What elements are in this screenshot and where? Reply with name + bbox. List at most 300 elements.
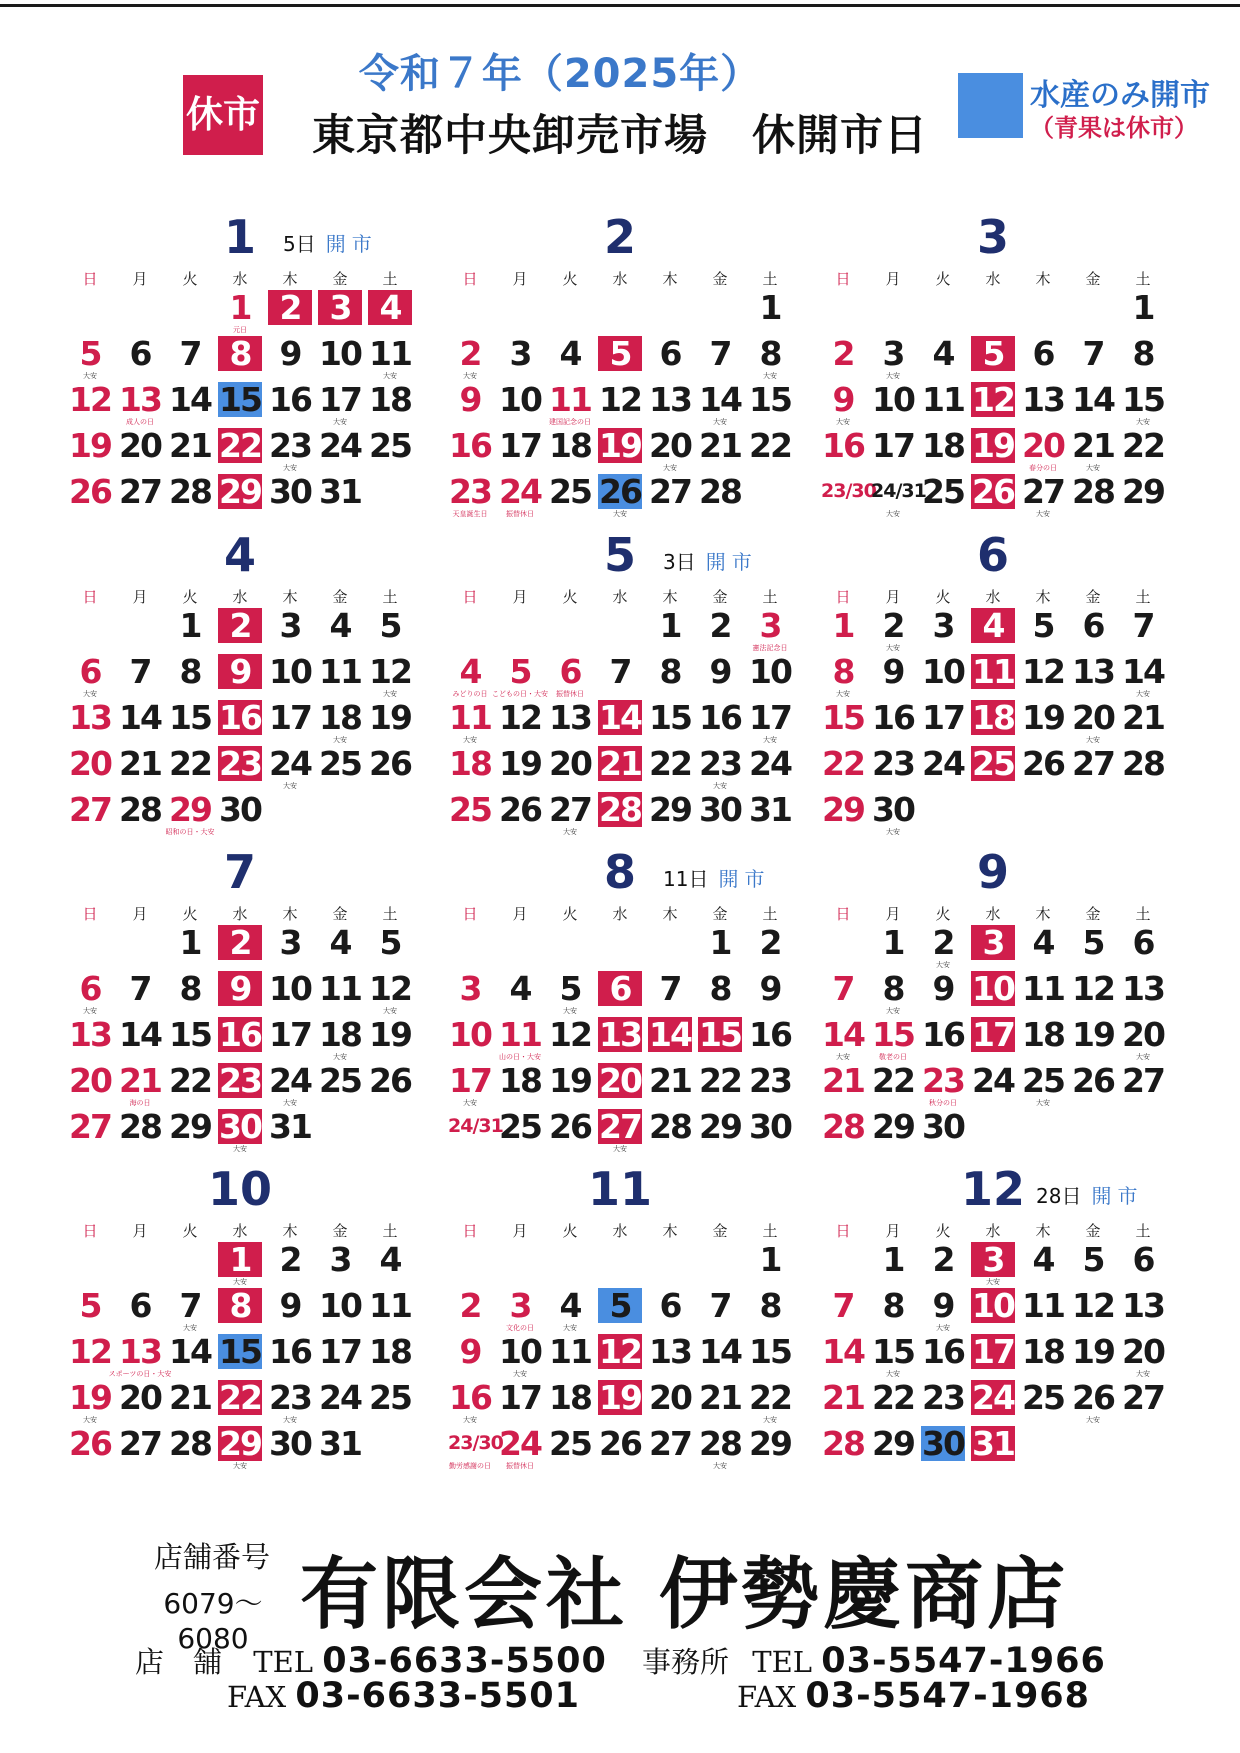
day-number: 15 bbox=[872, 1332, 914, 1371]
day-number: 3 bbox=[759, 606, 781, 645]
day-cell bbox=[365, 969, 415, 1015]
day-number: 13 bbox=[1122, 969, 1164, 1008]
day-cell bbox=[968, 334, 1018, 380]
day-number: 23 bbox=[269, 1378, 311, 1417]
day-number: 2 bbox=[882, 606, 904, 645]
day-annotation: 大安 bbox=[83, 690, 97, 698]
day-cell bbox=[315, 472, 365, 518]
day-cell bbox=[165, 472, 215, 518]
day-cell bbox=[65, 698, 115, 744]
day-annotation: 大安 bbox=[563, 1324, 577, 1332]
company-name: 有限会社 伊勢慶商店 bbox=[300, 1549, 1070, 1640]
day-number: 3 bbox=[932, 606, 954, 645]
day-number: 20 bbox=[119, 1378, 161, 1417]
day-number: 10 bbox=[269, 652, 311, 691]
day-number: 7 bbox=[709, 334, 731, 373]
day-number: 3 bbox=[459, 969, 481, 1008]
weekday-header: 日 bbox=[462, 905, 478, 923]
day-number: 26 bbox=[599, 1424, 641, 1463]
day-cell bbox=[365, 606, 415, 652]
day-cell bbox=[265, 1240, 315, 1286]
day-annotation: 大安 bbox=[183, 1324, 197, 1332]
day-annotation: 大安 bbox=[936, 1324, 950, 1332]
office-fax-row bbox=[737, 1676, 1090, 1716]
day-number: 2 bbox=[459, 334, 481, 373]
day-number: 9 bbox=[279, 334, 301, 373]
day-cell bbox=[745, 923, 795, 969]
weekday-header: 土 bbox=[1135, 270, 1151, 288]
day-cell bbox=[695, 1332, 745, 1378]
day-number: 27 bbox=[649, 1424, 691, 1463]
month-11 bbox=[445, 1162, 795, 1482]
day-number: 1 bbox=[832, 606, 854, 645]
weekday-header: 水 bbox=[985, 905, 1001, 923]
day-cell bbox=[1018, 606, 1068, 652]
day-number: 21 bbox=[1122, 698, 1164, 737]
day-cell bbox=[595, 1107, 645, 1153]
day-cell bbox=[968, 1378, 1018, 1424]
weekday-header: 月 bbox=[132, 1222, 148, 1240]
weekday-header: 金 bbox=[332, 270, 348, 288]
day-cell bbox=[695, 652, 745, 698]
month-3 bbox=[818, 210, 1168, 530]
day-cell bbox=[165, 606, 215, 652]
day-cell bbox=[868, 744, 918, 790]
day-annotation: 大安 bbox=[513, 1370, 527, 1378]
day-number: 14 bbox=[599, 698, 641, 737]
day-cell bbox=[868, 380, 918, 426]
day-number: 9 bbox=[459, 1332, 481, 1371]
day-cell bbox=[595, 1424, 645, 1470]
month-number: 10 bbox=[207, 1162, 272, 1216]
day-number: 22 bbox=[822, 744, 864, 783]
day-cell bbox=[868, 790, 918, 836]
day-cell bbox=[365, 652, 415, 698]
weekday-header: 木 bbox=[282, 1222, 298, 1240]
day-cell bbox=[65, 1015, 115, 1061]
day-annotation: 大安 bbox=[1086, 1416, 1100, 1424]
weekday-header: 月 bbox=[132, 588, 148, 606]
day-cell bbox=[65, 652, 115, 698]
day-cell bbox=[868, 1015, 918, 1061]
open-day-label: 開市 bbox=[718, 867, 771, 891]
weekday-header: 火 bbox=[562, 270, 578, 288]
day-number: 4 bbox=[329, 923, 351, 962]
open-day-date: 3日 bbox=[663, 550, 696, 574]
day-cell bbox=[868, 969, 918, 1015]
day-number: 1 bbox=[179, 923, 201, 962]
day-number: 2 bbox=[268, 290, 312, 325]
day-number: 15 bbox=[219, 1332, 261, 1371]
day-cell bbox=[215, 1015, 265, 1061]
day-cell bbox=[265, 472, 315, 518]
day-annotation: みどりの日 bbox=[452, 690, 488, 698]
weekday-header: 木 bbox=[1035, 905, 1051, 923]
day-annotation: 大安 bbox=[763, 372, 777, 380]
day-cell bbox=[918, 698, 968, 744]
day-cell bbox=[695, 380, 745, 426]
day-cell bbox=[65, 1107, 115, 1153]
day-cell bbox=[445, 969, 495, 1015]
day-cell bbox=[868, 1378, 918, 1424]
day-number: 10 bbox=[499, 1332, 541, 1371]
day-cell bbox=[968, 606, 1018, 652]
day-number: 20 bbox=[599, 1061, 641, 1100]
day-annotation: 大安 bbox=[333, 736, 347, 744]
day-cell bbox=[495, 472, 545, 518]
day-number: 29 bbox=[699, 1107, 741, 1146]
day-cell bbox=[818, 426, 868, 472]
weekday-header: 水 bbox=[612, 1222, 628, 1240]
day-number: 10 bbox=[972, 969, 1014, 1008]
weekday-header: 月 bbox=[512, 1222, 528, 1240]
day-number: 15 bbox=[169, 698, 211, 737]
day-number: 18 bbox=[319, 698, 361, 737]
day-cell bbox=[918, 334, 968, 380]
day-number: 21 bbox=[649, 1061, 691, 1100]
day-cell bbox=[1118, 380, 1168, 426]
day-cell bbox=[818, 1424, 868, 1470]
day-cell bbox=[315, 1286, 365, 1332]
day-cell bbox=[115, 472, 165, 518]
day-cell bbox=[595, 1015, 645, 1061]
day-annotation: 大安 bbox=[763, 1416, 777, 1424]
day-number: 6 bbox=[1032, 334, 1054, 373]
day-cell bbox=[1118, 1332, 1168, 1378]
day-number: 16 bbox=[449, 426, 491, 465]
day-cell bbox=[645, 472, 695, 518]
day-cell bbox=[745, 1424, 795, 1470]
day-annotation: 大安 bbox=[886, 372, 900, 380]
day-cell bbox=[115, 652, 165, 698]
weekday-header: 木 bbox=[1035, 588, 1051, 606]
day-cell bbox=[645, 1286, 695, 1332]
shop-number: 6079〜6080 bbox=[163, 1587, 263, 1655]
day-number: 12 bbox=[1022, 652, 1064, 691]
day-cell bbox=[595, 472, 645, 518]
day-number: 5 bbox=[79, 1286, 101, 1325]
day-annotation: 大安 bbox=[1086, 464, 1100, 472]
day-cell bbox=[745, 1286, 795, 1332]
weekday-header: 金 bbox=[712, 270, 728, 288]
month-number: 7 bbox=[223, 845, 256, 899]
day-annotation: 秋分の日 bbox=[929, 1099, 957, 1107]
day-number: 4 bbox=[459, 652, 481, 691]
day-number: 11 bbox=[1022, 1286, 1064, 1325]
day-cell bbox=[868, 652, 918, 698]
day-number: 12 bbox=[369, 652, 411, 691]
day-number: 10 bbox=[499, 380, 541, 419]
day-number: 1 bbox=[882, 1240, 904, 1279]
day-cell bbox=[215, 1107, 265, 1153]
day-cell bbox=[745, 969, 795, 1015]
weekday-header: 土 bbox=[1135, 1222, 1151, 1240]
day-number: 25 bbox=[369, 426, 411, 465]
day-annotation: 大安 bbox=[836, 1053, 850, 1061]
day-number: 16 bbox=[219, 1015, 261, 1054]
day-number: 5 bbox=[1082, 923, 1104, 962]
day-number: 6 bbox=[1132, 923, 1154, 962]
day-cell bbox=[645, 969, 695, 1015]
day-cell bbox=[1118, 698, 1168, 744]
day-cell bbox=[868, 1424, 918, 1470]
day-annotation: 大安 bbox=[936, 961, 950, 969]
weekday-header: 火 bbox=[182, 270, 198, 288]
day-cell bbox=[365, 334, 415, 380]
day-cell bbox=[745, 426, 795, 472]
day-cell bbox=[918, 969, 968, 1015]
day-cell bbox=[445, 744, 495, 790]
day-number: 7 bbox=[609, 652, 631, 691]
day-number: 5 bbox=[1082, 1240, 1104, 1279]
day-cell bbox=[165, 698, 215, 744]
day-number: 24/31 bbox=[871, 480, 926, 502]
day-cell bbox=[1118, 334, 1168, 380]
day-annotation: 大安 bbox=[463, 372, 477, 380]
day-number: 28 bbox=[169, 1424, 211, 1463]
day-annotation: 大安 bbox=[1086, 736, 1100, 744]
day-annotation: 大安 bbox=[1036, 1099, 1050, 1107]
day-number: 19 bbox=[1022, 698, 1064, 737]
day-cell bbox=[1018, 1286, 1068, 1332]
weekday-header: 日 bbox=[462, 1222, 478, 1240]
day-number: 22 bbox=[699, 1061, 741, 1100]
day-number: 12 bbox=[69, 1332, 111, 1371]
day-number: 2 bbox=[218, 925, 262, 960]
day-annotation: 山の日・大安 bbox=[499, 1053, 541, 1061]
day-cell bbox=[595, 1332, 645, 1378]
day-cell bbox=[165, 790, 215, 836]
day-number: 1 bbox=[218, 1242, 262, 1277]
day-number: 23 bbox=[449, 472, 491, 511]
day-cell bbox=[645, 1378, 695, 1424]
day-cell bbox=[495, 1015, 545, 1061]
day-cell bbox=[745, 698, 795, 744]
day-number: 19 bbox=[599, 426, 641, 465]
weekday-header: 日 bbox=[462, 588, 478, 606]
day-number: 22 bbox=[169, 1061, 211, 1100]
day-cell bbox=[1068, 1286, 1118, 1332]
weekday-header: 土 bbox=[382, 1222, 398, 1240]
day-cell bbox=[918, 380, 968, 426]
day-number: 23 bbox=[219, 1061, 261, 1100]
day-number: 5 bbox=[971, 336, 1015, 371]
day-cell bbox=[545, 969, 595, 1015]
day-cell bbox=[695, 1107, 745, 1153]
day-annotation: 大安 bbox=[233, 1278, 247, 1286]
day-cell bbox=[215, 472, 265, 518]
day-cell bbox=[818, 744, 868, 790]
day-number: 28 bbox=[649, 1107, 691, 1146]
store-contact bbox=[135, 1640, 607, 1681]
day-number: 11 bbox=[1022, 969, 1064, 1008]
day-cell bbox=[115, 426, 165, 472]
day-number: 18 bbox=[1022, 1015, 1064, 1054]
day-number: 9 bbox=[709, 652, 731, 691]
day-number: 4 bbox=[559, 334, 581, 373]
day-number: 28 bbox=[119, 1107, 161, 1146]
day-cell bbox=[545, 1061, 595, 1107]
day-cell bbox=[165, 969, 215, 1015]
month-2 bbox=[445, 210, 795, 530]
day-number: 22 bbox=[872, 1378, 914, 1417]
day-number: 17 bbox=[872, 426, 914, 465]
day-cell bbox=[215, 698, 265, 744]
day-number: 19 bbox=[369, 1015, 411, 1054]
day-cell bbox=[265, 1061, 315, 1107]
day-annotation: 大安 bbox=[886, 510, 900, 518]
day-number: 29 bbox=[649, 790, 691, 829]
day-number: 24 bbox=[499, 472, 541, 511]
weekday-header: 火 bbox=[182, 588, 198, 606]
day-number: 3 bbox=[329, 1240, 351, 1279]
day-cell bbox=[115, 1061, 165, 1107]
day-cell bbox=[1018, 1332, 1068, 1378]
day-number: 29 bbox=[219, 1424, 261, 1463]
day-cell bbox=[918, 606, 968, 652]
open-day-date: 28日 bbox=[1036, 1184, 1082, 1208]
day-cell bbox=[968, 1240, 1018, 1286]
month-number: 4 bbox=[223, 528, 256, 582]
day-number: 31 bbox=[319, 472, 361, 511]
day-cell bbox=[495, 1061, 545, 1107]
day-number: 18 bbox=[319, 1015, 361, 1054]
day-number: 10 bbox=[972, 1286, 1014, 1325]
day-cell bbox=[165, 426, 215, 472]
day-number: 13 bbox=[119, 380, 161, 419]
day-annotation: 成人の日 bbox=[126, 418, 154, 426]
day-cell bbox=[918, 744, 968, 790]
weekday-header: 金 bbox=[1085, 1222, 1101, 1240]
day-number: 15 bbox=[749, 380, 791, 419]
weekday-header: 月 bbox=[885, 905, 901, 923]
day-number: 25 bbox=[1022, 1061, 1064, 1100]
day-annotation: 憲法記念日 bbox=[752, 644, 788, 652]
month-12 bbox=[818, 1162, 1168, 1482]
day-cell bbox=[818, 1286, 868, 1332]
day-number: 13 bbox=[69, 698, 111, 737]
day-cell bbox=[968, 744, 1018, 790]
day-cell bbox=[545, 1015, 595, 1061]
day-number: 22 bbox=[649, 744, 691, 783]
weekday-header: 水 bbox=[232, 588, 248, 606]
day-annotation: 元日 bbox=[233, 326, 247, 334]
month-8 bbox=[445, 845, 795, 1165]
day-number: 2 bbox=[459, 1286, 481, 1325]
day-number: 18 bbox=[922, 426, 964, 465]
day-number: 17 bbox=[269, 698, 311, 737]
open-day-note bbox=[663, 863, 770, 892]
day-cell bbox=[315, 1378, 365, 1424]
day-cell bbox=[645, 1107, 695, 1153]
day-number: 25 bbox=[449, 790, 491, 829]
day-number: 13 bbox=[649, 1332, 691, 1371]
fish-only-legend-swatch bbox=[958, 73, 1023, 138]
day-number: 9 bbox=[218, 971, 262, 1006]
day-number: 21 bbox=[119, 744, 161, 783]
day-number: 7 bbox=[832, 1286, 854, 1325]
day-cell bbox=[495, 1107, 545, 1153]
weekday-header: 木 bbox=[662, 588, 678, 606]
day-cell bbox=[315, 698, 365, 744]
day-cell bbox=[365, 1240, 415, 1286]
open-day-note bbox=[663, 546, 758, 575]
day-number: 29 bbox=[169, 790, 211, 829]
month-4 bbox=[65, 528, 415, 848]
day-number: 8 bbox=[759, 334, 781, 373]
day-number: 20 bbox=[1122, 1015, 1164, 1054]
day-number: 6 bbox=[659, 1286, 681, 1325]
day-number: 26 bbox=[369, 1061, 411, 1100]
day-annotation: 大安 bbox=[1136, 1370, 1150, 1378]
day-number: 22 bbox=[169, 744, 211, 783]
day-cell bbox=[115, 969, 165, 1015]
day-number: 12 bbox=[1072, 1286, 1114, 1325]
open-day-note bbox=[283, 228, 378, 257]
month-number: 9 bbox=[976, 845, 1009, 899]
day-number: 31 bbox=[319, 1424, 361, 1463]
shop-number-label: 店舗番号 bbox=[153, 1540, 270, 1574]
day-cell bbox=[645, 334, 695, 380]
day-cell bbox=[265, 652, 315, 698]
day-number: 30 bbox=[269, 1424, 311, 1463]
day-number: 22 bbox=[872, 1061, 914, 1100]
day-cell bbox=[1118, 606, 1168, 652]
day-number: 31 bbox=[269, 1107, 311, 1146]
day-number: 2 bbox=[279, 1240, 301, 1279]
day-annotation: 大安 bbox=[613, 1145, 627, 1153]
day-number: 25 bbox=[369, 1378, 411, 1417]
day-number: 7 bbox=[129, 652, 151, 691]
day-annotation: 大安 bbox=[1036, 510, 1050, 518]
day-cell bbox=[1018, 334, 1068, 380]
day-cell bbox=[645, 1332, 695, 1378]
day-annotation: 大安 bbox=[886, 1007, 900, 1015]
weekday-header: 金 bbox=[1085, 588, 1101, 606]
open-day-label: 開市 bbox=[325, 232, 378, 256]
day-cell bbox=[365, 288, 415, 334]
day-cell bbox=[115, 1378, 165, 1424]
day-annotation: 振替休日 bbox=[506, 1462, 534, 1470]
day-number: 13 bbox=[1022, 380, 1064, 419]
weekday-header: 水 bbox=[985, 588, 1001, 606]
day-annotation: 大安 bbox=[886, 828, 900, 836]
day-cell bbox=[545, 652, 595, 698]
day-cell bbox=[818, 1378, 868, 1424]
day-number: 4 bbox=[559, 1286, 581, 1325]
day-number: 12 bbox=[549, 1015, 591, 1054]
day-cell bbox=[315, 426, 365, 472]
day-number: 13 bbox=[549, 698, 591, 737]
day-number: 27 bbox=[69, 790, 111, 829]
day-number: 22 bbox=[749, 1378, 791, 1417]
day-cell bbox=[818, 698, 868, 744]
weekday-header: 金 bbox=[332, 905, 348, 923]
day-number: 30 bbox=[219, 790, 261, 829]
day-annotation: 大安 bbox=[563, 828, 577, 836]
weekday-header: 金 bbox=[712, 905, 728, 923]
day-number: 6 bbox=[79, 652, 101, 691]
day-cell bbox=[495, 426, 545, 472]
day-annotation: こどもの日・大安 bbox=[492, 690, 548, 698]
day-cell bbox=[745, 1107, 795, 1153]
day-annotation: 大安 bbox=[333, 418, 347, 426]
day-number: 28 bbox=[169, 472, 211, 511]
day-annotation: 勤労感謝の日 bbox=[449, 1462, 491, 1470]
day-number: 19 bbox=[69, 426, 111, 465]
day-cell bbox=[868, 472, 926, 518]
day-cell bbox=[745, 744, 795, 790]
